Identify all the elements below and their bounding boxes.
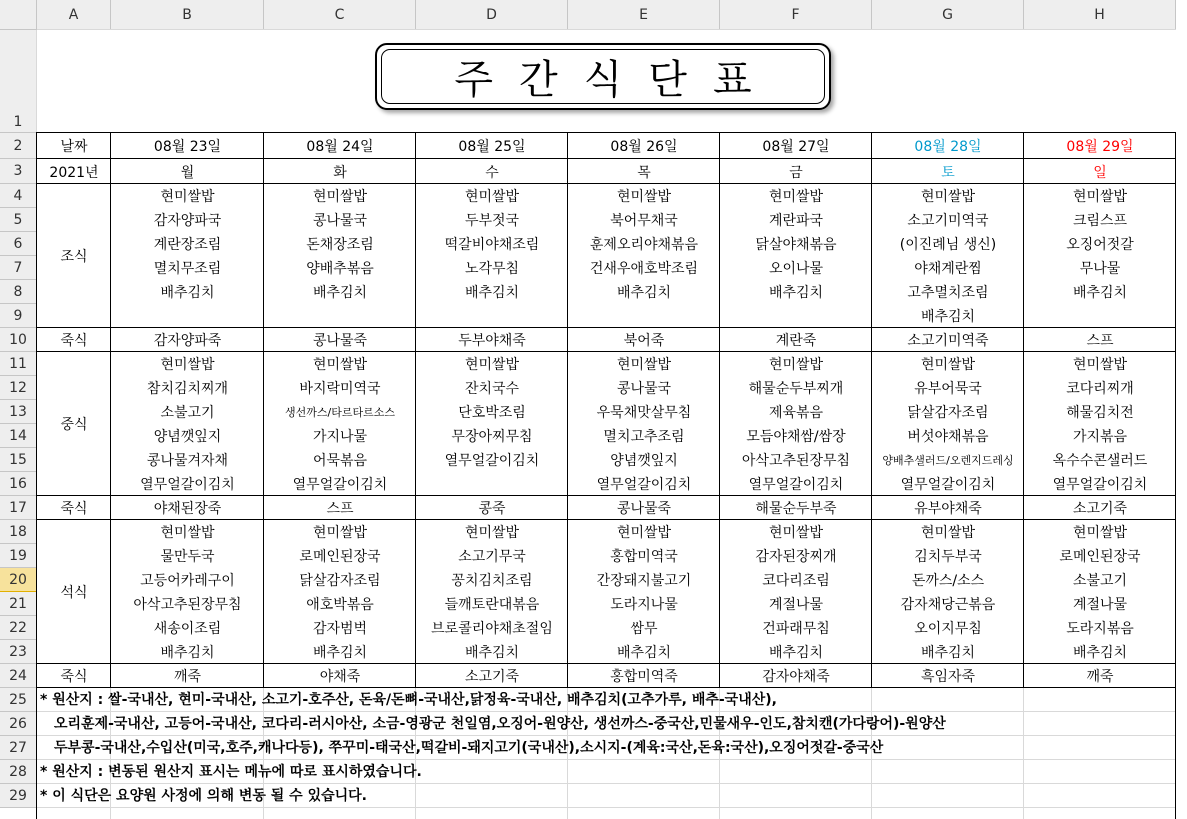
menu-item[interactable]: 로메인된장국: [1024, 544, 1176, 568]
menu-item[interactable]: 배추김치: [568, 280, 720, 304]
menu-item[interactable]: 건파래무침: [720, 616, 872, 640]
menu-item[interactable]: 현미쌀밥: [416, 520, 568, 544]
menu-item[interactable]: 배추김치: [111, 280, 264, 304]
menu-item[interactable]: [1024, 304, 1176, 328]
breakfast-label[interactable]: 조식: [37, 184, 111, 328]
table-border-horizontal: [36, 495, 1176, 496]
column-header-d[interactable]: D: [416, 0, 568, 30]
menu-item[interactable]: 열무얼갈이김치: [568, 472, 720, 496]
menu-item[interactable]: 열무얼갈이김치: [720, 472, 872, 496]
menu-item[interactable]: 무나물: [1024, 256, 1176, 280]
menu-item[interactable]: 멸치고추조림: [568, 424, 720, 448]
menu-item[interactable]: [111, 304, 264, 328]
row-header-27[interactable]: 27: [0, 736, 37, 760]
porridge-item[interactable]: 홍합미역죽: [568, 664, 720, 688]
menu-item[interactable]: 현미쌀밥: [1024, 352, 1176, 376]
menu-item[interactable]: 멸치무조림: [111, 256, 264, 280]
porridge-item[interactable]: 스프: [1024, 328, 1176, 352]
table-border-horizontal: [36, 183, 1176, 184]
menu-item[interactable]: 현미쌀밥: [264, 520, 416, 544]
menu-item[interactable]: [416, 472, 568, 496]
row-header-15[interactable]: 15: [0, 448, 37, 472]
menu-item[interactable]: 현미쌀밥: [111, 184, 264, 208]
menu-item[interactable]: 애호박볶음: [264, 592, 416, 616]
porridge-item[interactable]: 감자양파죽: [111, 328, 264, 352]
menu-item[interactable]: 감자채당근볶음: [872, 592, 1024, 616]
table-border-vertical: [719, 132, 720, 688]
menu-item[interactable]: 고등어카레구이: [111, 568, 264, 592]
menu-item[interactable]: 북어무채국: [568, 208, 720, 232]
row-header-11[interactable]: 11: [0, 352, 37, 376]
menu-item[interactable]: 배추김치: [872, 640, 1024, 664]
day-cell[interactable]: 월: [111, 159, 264, 184]
porridge-item[interactable]: 소고기죽: [1024, 496, 1176, 520]
menu-item[interactable]: 해물김치전: [1024, 400, 1176, 424]
row-header-5[interactable]: 5: [0, 208, 37, 232]
porridge-item[interactable]: 흑임자죽: [872, 664, 1024, 688]
notes-border-left: [36, 687, 37, 819]
row-header-12[interactable]: 12: [0, 376, 37, 400]
row-header-3[interactable]: 3: [0, 159, 37, 184]
column-header-h[interactable]: H: [1024, 0, 1176, 30]
porridge-label[interactable]: 죽식: [37, 664, 111, 688]
menu-item[interactable]: 꽁치김치조림: [416, 568, 568, 592]
column-header-c[interactable]: C: [264, 0, 416, 30]
row-header-6[interactable]: 6: [0, 232, 37, 256]
row-header-7[interactable]: 7: [0, 256, 37, 280]
table-border-vertical: [567, 132, 568, 688]
row-header-18[interactable]: 18: [0, 520, 37, 544]
menu-item[interactable]: 배추김치: [720, 640, 872, 664]
menu-item[interactable]: 현미쌀밥: [568, 520, 720, 544]
menu-item[interactable]: 유부어묵국: [872, 376, 1024, 400]
menu-item[interactable]: 잔치국수: [416, 376, 568, 400]
table-border-vertical: [1023, 132, 1024, 688]
porridge-item[interactable]: 두부야채죽: [416, 328, 568, 352]
menu-item[interactable]: 오이지무침: [872, 616, 1024, 640]
menu-item[interactable]: 고추멸치조림: [872, 280, 1024, 304]
menu-item[interactable]: 김치두부국: [872, 544, 1024, 568]
menu-item[interactable]: 열무얼갈이김치: [1024, 472, 1176, 496]
menu-item[interactable]: 콩나물국: [568, 376, 720, 400]
menu-item[interactable]: 가지나물: [264, 424, 416, 448]
day-cell[interactable]: 일: [1024, 159, 1176, 184]
menu-item[interactable]: 옥수수콘샐러드: [1024, 448, 1176, 472]
menu-item[interactable]: 간장돼지불고기: [568, 568, 720, 592]
menu-item[interactable]: 현미쌀밥: [1024, 184, 1176, 208]
date-cell[interactable]: 08월 27일: [720, 133, 872, 159]
menu-item[interactable]: 배추김치: [872, 304, 1024, 328]
menu-item[interactable]: 현미쌀밥: [872, 352, 1024, 376]
menu-item[interactable]: 닭살야채볶음: [720, 232, 872, 256]
menu-item[interactable]: 제육볶음: [720, 400, 872, 424]
porridge-item[interactable]: 콩나물죽: [264, 328, 416, 352]
menu-item[interactable]: 계란파국: [720, 208, 872, 232]
menu-item[interactable]: 아삭고추된장무침: [111, 592, 264, 616]
row-header-9[interactable]: 9: [0, 304, 37, 328]
menu-item[interactable]: 현미쌀밥: [111, 352, 264, 376]
date-label[interactable]: 날짜: [37, 133, 111, 159]
porridge-item[interactable]: 스프: [264, 496, 416, 520]
menu-item[interactable]: 소고기미역국: [872, 208, 1024, 232]
menu-item[interactable]: 양념깻잎지: [111, 424, 264, 448]
porridge-item[interactable]: 유부야채죽: [872, 496, 1024, 520]
date-cell[interactable]: 08월 29일: [1024, 133, 1176, 159]
table-border-horizontal: [36, 327, 1176, 328]
table-border-vertical: [1175, 132, 1176, 688]
menu-item[interactable]: 무장아찌무침: [416, 424, 568, 448]
day-cell[interactable]: 금: [720, 159, 872, 184]
date-cell[interactable]: 08월 25일: [416, 133, 568, 159]
table-border-vertical: [871, 132, 872, 688]
column-header-a[interactable]: A: [37, 0, 111, 30]
menu-item[interactable]: 배추김치: [416, 640, 568, 664]
column-header-b[interactable]: B: [111, 0, 264, 30]
menu-item[interactable]: 가지볶음: [1024, 424, 1176, 448]
menu-item[interactable]: 콩나물국: [264, 208, 416, 232]
menu-item[interactable]: 오이나물: [720, 256, 872, 280]
row-header-28[interactable]: 28: [0, 760, 37, 784]
menu-item[interactable]: 버섯야채볶음: [872, 424, 1024, 448]
table-border-horizontal: [36, 132, 1176, 133]
date-cell[interactable]: 08월 28일: [872, 133, 1024, 159]
row-header-10[interactable]: 10: [0, 328, 37, 352]
menu-item[interactable]: 훈제오리야채볶음: [568, 232, 720, 256]
menu-item[interactable]: 쌈무: [568, 616, 720, 640]
menu-item[interactable]: 감자양파국: [111, 208, 264, 232]
origin-note: * 이 식단은 요양원 사정에 의해 변동 될 수 있습니다.: [40, 788, 367, 804]
menu-item[interactable]: 돈채장조림: [264, 232, 416, 256]
porridge-item[interactable]: 깨죽: [111, 664, 264, 688]
menu-item[interactable]: 현미쌀밥: [872, 184, 1024, 208]
menu-item[interactable]: 현미쌀밥: [416, 352, 568, 376]
porridge-item[interactable]: 야채죽: [264, 664, 416, 688]
menu-item[interactable]: 해물순두부찌개: [720, 376, 872, 400]
porridge-item[interactable]: 북어죽: [568, 328, 720, 352]
porridge-item[interactable]: 계란죽: [720, 328, 872, 352]
porridge-item[interactable]: 해물순두부죽: [720, 496, 872, 520]
date-cell[interactable]: 08월 23일: [111, 133, 264, 159]
row-header-25[interactable]: 25: [0, 688, 37, 712]
menu-item[interactable]: 새송이조림: [111, 616, 264, 640]
day-cell[interactable]: 토: [872, 159, 1024, 184]
menu-item[interactable]: 소불고기: [111, 400, 264, 424]
menu-item[interactable]: 배추김치: [111, 640, 264, 664]
menu-item[interactable]: 닭살감자조림: [264, 568, 416, 592]
menu-item[interactable]: 소고기무국: [416, 544, 568, 568]
menu-item[interactable]: 떡갈비야채조림: [416, 232, 568, 256]
menu-item[interactable]: 열무얼갈이김치: [264, 472, 416, 496]
menu-item[interactable]: 배추김치: [264, 640, 416, 664]
table-border-horizontal: [36, 663, 1176, 664]
porridge-item[interactable]: 콩나물죽: [568, 496, 720, 520]
menu-item[interactable]: 건새우애호박조림: [568, 256, 720, 280]
porridge-item[interactable]: 콩죽: [416, 496, 568, 520]
menu-item[interactable]: 돈까스/소스: [872, 568, 1024, 592]
menu-item[interactable]: 현미쌀밥: [416, 184, 568, 208]
menu-item[interactable]: 배추김치: [1024, 640, 1176, 664]
menu-item[interactable]: 홍합미역국: [568, 544, 720, 568]
menu-item[interactable]: 코다리찌개: [1024, 376, 1176, 400]
menu-item[interactable]: 콩나물겨자채: [111, 448, 264, 472]
menu-item[interactable]: 열무얼갈이김치: [416, 448, 568, 472]
origin-note: 두부콩-국내산,수입산(미국,호주,캐나다등), 쭈꾸미-태국산,떡갈비-돼지고기(국내산),소시지-(계육:국산,돈육:국산),오징어젓갈-중국산: [54, 740, 884, 756]
menu-item[interactable]: 계절나물: [1024, 592, 1176, 616]
row-header-19[interactable]: 19: [0, 544, 37, 568]
origin-note: * 원산지 : 쌀-국내산, 현미-국내산, 소고기-호주산, 돈육/돈뼈-국내산,닭정육-국내산, 배추김치(고추가루, 배추-국내산),: [40, 692, 777, 708]
title-box: [375, 43, 831, 110]
menu-item[interactable]: 현미쌀밥: [720, 352, 872, 376]
column-header-e[interactable]: E: [568, 0, 720, 30]
porridge-item[interactable]: 감자야채죽: [720, 664, 872, 688]
menu-item[interactable]: [416, 304, 568, 328]
row-header-4[interactable]: 4: [0, 184, 37, 208]
menu-item[interactable]: (이진례님 생신): [872, 232, 1024, 256]
row-header-20[interactable]: 20: [0, 568, 37, 592]
porridge-item[interactable]: 소고기죽: [416, 664, 568, 688]
row-header-8[interactable]: 8: [0, 280, 37, 304]
menu-item[interactable]: 도라지나물: [568, 592, 720, 616]
row-header-24[interactable]: 24: [0, 664, 37, 688]
menu-item[interactable]: 현미쌀밥: [720, 520, 872, 544]
menu-item[interactable]: 배추김치: [568, 640, 720, 664]
menu-item[interactable]: 양념깻잎지: [568, 448, 720, 472]
table-border-horizontal: [36, 519, 1176, 520]
menu-item[interactable]: 현미쌀밥: [264, 352, 416, 376]
notes-border-right: [1175, 687, 1176, 819]
day-cell[interactable]: 화: [264, 159, 416, 184]
date-cell[interactable]: 08월 26일: [568, 133, 720, 159]
row-header-26[interactable]: 26: [0, 712, 37, 736]
menu-item[interactable]: 감자범벅: [264, 616, 416, 640]
porridge-item[interactable]: 깨죽: [1024, 664, 1176, 688]
row-header-2[interactable]: 2: [0, 133, 37, 159]
menu-item[interactable]: 계절나물: [720, 592, 872, 616]
year-label[interactable]: 2021년: [37, 159, 111, 184]
menu-item[interactable]: 현미쌀밥: [111, 520, 264, 544]
row-header-13[interactable]: 13: [0, 400, 37, 424]
menu-item[interactable]: 우묵채맛살무침: [568, 400, 720, 424]
menu-item[interactable]: 두부젓국: [416, 208, 568, 232]
menu-item[interactable]: 오징어젓갈: [1024, 232, 1176, 256]
day-cell[interactable]: 수: [416, 159, 568, 184]
row-header-17[interactable]: 17: [0, 496, 37, 520]
menu-item[interactable]: 들깨토란대볶음: [416, 592, 568, 616]
menu-item[interactable]: 열무얼갈이김치: [872, 472, 1024, 496]
table-border-vertical: [263, 132, 264, 688]
menu-item[interactable]: 바지락미역국: [264, 376, 416, 400]
menu-item[interactable]: 계란장조림: [111, 232, 264, 256]
menu-item[interactable]: 단호박조림: [416, 400, 568, 424]
table-border-horizontal: [36, 158, 1176, 159]
menu-item[interactable]: 노각무침: [416, 256, 568, 280]
menu-item[interactable]: 크림스프: [1024, 208, 1176, 232]
menu-item[interactable]: 로메인된장국: [264, 544, 416, 568]
table-border-vertical: [415, 132, 416, 688]
menu-item[interactable]: 도라지볶음: [1024, 616, 1176, 640]
menu-item[interactable]: [264, 304, 416, 328]
menu-item[interactable]: [720, 304, 872, 328]
row-header-21[interactable]: 21: [0, 592, 37, 616]
origin-note: 오리훈제-국내산, 고등어-국내산, 코다리-러시아산, 소금-영광군 천일염,오징어-원양산, 생선까스-중국산,민물새우-인도,참치캔(가다랑어)-원양산: [54, 716, 946, 732]
menu-item[interactable]: 아삭고추된장무침: [720, 448, 872, 472]
origin-note: * 원산지 : 변동된 원산지 표시는 메뉴에 따로 표시하였습니다.: [40, 764, 422, 780]
table-border-horizontal: [36, 351, 1176, 352]
menu-item[interactable]: 참치김치찌개: [111, 376, 264, 400]
lunch-label[interactable]: 중식: [37, 352, 111, 496]
menu-item[interactable]: 모듬야채쌈/쌈장: [720, 424, 872, 448]
select-all-corner[interactable]: [0, 0, 37, 30]
menu-item[interactable]: 배추김치: [1024, 280, 1176, 304]
menu-item[interactable]: 야채계란찜: [872, 256, 1024, 280]
row-header-22[interactable]: 22: [0, 616, 37, 640]
menu-item[interactable]: 닭살감자조림: [872, 400, 1024, 424]
column-header-f[interactable]: F: [720, 0, 872, 30]
dinner-label[interactable]: 석식: [37, 520, 111, 664]
porridge-label[interactable]: 죽식: [37, 328, 111, 352]
porridge-label[interactable]: 죽식: [37, 496, 111, 520]
menu-item[interactable]: 현미쌀밥: [720, 184, 872, 208]
menu-item[interactable]: 감자된장찌개: [720, 544, 872, 568]
menu-item[interactable]: 배추김치: [264, 280, 416, 304]
menu-item[interactable]: 소불고기: [1024, 568, 1176, 592]
menu-item[interactable]: 현미쌀밥: [872, 520, 1024, 544]
menu-item[interactable]: 현미쌀밥: [1024, 520, 1176, 544]
row-header-16[interactable]: 16: [0, 472, 37, 496]
menu-item[interactable]: 현미쌀밥: [568, 352, 720, 376]
menu-item[interactable]: 현미쌀밥: [568, 184, 720, 208]
menu-item[interactable]: 어묵볶음: [264, 448, 416, 472]
menu-item[interactable]: 양배추볶음: [264, 256, 416, 280]
menu-item[interactable]: 코다리조림: [720, 568, 872, 592]
column-header-g[interactable]: G: [872, 0, 1024, 30]
menu-item[interactable]: [568, 304, 720, 328]
day-cell[interactable]: 목: [568, 159, 720, 184]
table-border-vertical: [36, 132, 37, 688]
porridge-item[interactable]: 야채된장죽: [111, 496, 264, 520]
menu-item[interactable]: 생선까스/타르타르소스: [264, 400, 416, 424]
porridge-item[interactable]: 소고기미역죽: [872, 328, 1024, 352]
row-header-23[interactable]: 23: [0, 640, 37, 664]
menu-item[interactable]: 열무얼갈이김치: [111, 472, 264, 496]
menu-item[interactable]: 배추김치: [416, 280, 568, 304]
menu-item[interactable]: 배추김치: [720, 280, 872, 304]
menu-item[interactable]: 양배추샐러드/오렌지드레싱: [872, 448, 1024, 472]
row-header-29[interactable]: 29: [0, 784, 37, 808]
row-header-14[interactable]: 14: [0, 424, 37, 448]
table-border-vertical: [110, 132, 111, 688]
row-header-1[interactable]: 1: [0, 30, 37, 133]
page-title: 주간식단표: [454, 57, 778, 103]
menu-item[interactable]: 물만두국: [111, 544, 264, 568]
date-cell[interactable]: 08월 24일: [264, 133, 416, 159]
menu-item[interactable]: 브로콜리야채초절임: [416, 616, 568, 640]
menu-item[interactable]: 현미쌀밥: [264, 184, 416, 208]
